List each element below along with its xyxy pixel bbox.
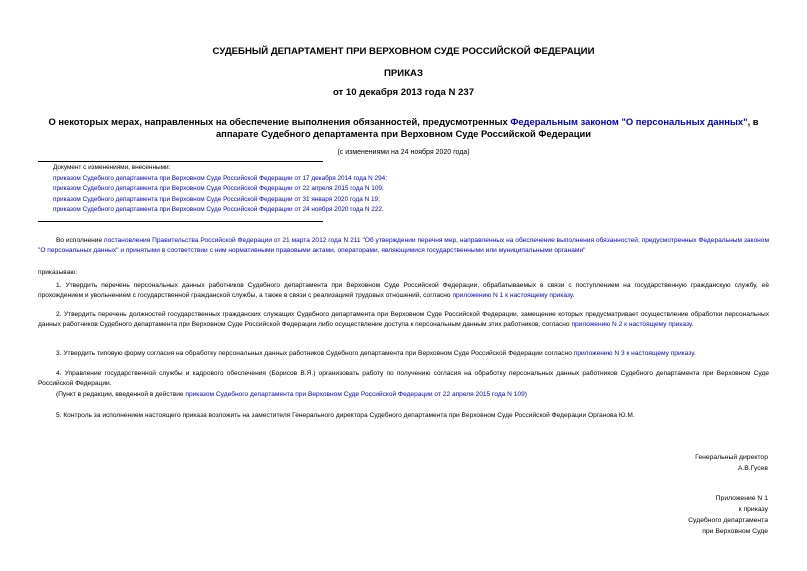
- clause-2: [38, 310, 769, 330]
- preamble-paragraph: [38, 236, 769, 256]
- clause-5: [38, 411, 769, 421]
- government-decree-link[interactable]: постановления Правительства Российской Федерации от 21 марта 2012 года N 211 "Об утверждении перечня мер, направленных на обеспечение выполнения обязанностей, предусмотренных Федеральным законом "О персональных данных" и принятыми в соответствии с ним нормативными правовыми актами, операторами, являющимися государственными или муниципальными органами": [38, 237, 770, 254]
- date-number-heading: от 10 декабря 2013 года N 237: [332, 87, 475, 98]
- signer-name: А.В.Гусев: [737, 465, 768, 472]
- note-text-before: (Пункт в редакции, введенной в действие: [56, 391, 186, 398]
- clause-end: .: [572, 292, 575, 299]
- order-word: приказываю:: [38, 269, 78, 276]
- amendments-block: [53, 163, 387, 216]
- clause-text: 3. Утвердить типовую форму согласия на обработку персональных данных работников Судебного департамента при Верховном Суде Российской Федерации согласно: [56, 350, 574, 357]
- amendments-intro: Документ с изменениями, внесенными:: [53, 164, 171, 171]
- appendix-3-link[interactable]: приложению N 3 к настоящему приказу: [573, 350, 694, 357]
- clause-end: .: [691, 321, 694, 328]
- divider-bottom: [38, 221, 323, 222]
- note-text-after: ): [524, 391, 527, 398]
- appendix-line: к приказу: [738, 506, 768, 513]
- clause-text: 4. Управление государственной службы и кадрового обеспечения (Борисов В.Я.) организовать работу по получению согласия на обработку персональных данных работников Судебного департамента при Верховном Суде Российской Федерации.: [38, 370, 769, 387]
- clause-text: 1. Утвердить перечень персональных данных работников Судебного департамента при Верховном Суде Российской Федерации, обрабатываемых в связи с поступлением на государственную гражданскую службу, её прохождением и увольнением с государственной гражданской службы, а также в связи с реализацией трудовых отношений, согласно: [38, 282, 769, 299]
- signature-block: [695, 452, 768, 474]
- divider-top: [38, 161, 323, 162]
- title-text-after: , в аппарате Судебного департамента при Верховном Суде Российской Федерации: [215, 116, 759, 139]
- edit-note: (с изменениями на 24 ноября 2020 года): [337, 149, 470, 156]
- document-title: [30, 116, 777, 140]
- clause-4: [38, 369, 769, 389]
- clause-text: 5. Контроль за исполнением настоящего приказа возложить на заместителя Генерального директора Судебного департамента при Верховном Суде Российской Федерации Органова Ю.М.: [56, 412, 635, 419]
- appendix-1-link[interactable]: приложению N 1 к настоящему приказу: [452, 292, 573, 299]
- preamble-text: Во исполнение: [56, 237, 105, 244]
- amendment-link[interactable]: приказом Судебного департамента при Верховном Суде Российской Федерации от 17 декабря 2014 года N 294;: [53, 174, 387, 182]
- federal-law-link[interactable]: Федеральным законом "О персональных данных": [510, 116, 748, 127]
- appendix-heading: [688, 493, 768, 537]
- clause-3: [38, 349, 769, 359]
- clause-1: [38, 281, 769, 301]
- amendment-link[interactable]: приказом Судебного департамента при Верховном Суде Российской Федерации от 24 ноября 2020 года N 222.: [53, 206, 384, 214]
- appendix-line: Судебного департамента: [688, 517, 768, 524]
- amendment-link[interactable]: приказом Судебного департамента при Верховном Суде Российской Федерации от 22 апреля 2015 года N 109;: [53, 185, 384, 193]
- amendment-2015-link[interactable]: приказом Судебного департамента при Верховном Суде Российской Федерации от 22 апреля 2015 года N 109: [185, 391, 525, 398]
- appendix-line: при Верховном Суде: [702, 528, 768, 535]
- clause-4-note: [56, 391, 527, 398]
- doc-type-heading: ПРИКАЗ: [384, 68, 423, 79]
- clause-end: .: [693, 350, 696, 357]
- appendix-2-link[interactable]: приложению N 2 к настоящему приказу: [571, 321, 692, 328]
- appendix-line: Приложение N 1: [715, 495, 768, 502]
- signer-position: Генеральный директор: [695, 454, 768, 461]
- clause-text: 2. Утвердить перечень должностей государственных гражданских служащих Судебного департамента при Верховном Суде Российской Федерации, замещение которых предусматривает осуществление обработки персональных данных работников Судебного департамента при Верховном Суде Российской Федерации либо осуществление доступа к персональным данным этих работников, согласно: [38, 311, 769, 328]
- title-text-before: О некоторых мерах, направленных на обеспечение выполнения обязанностей, предусмотренных: [48, 116, 511, 127]
- department-heading: СУДЕБНЫЙ ДЕПАРТАМЕНТ ПРИ ВЕРХОВНОМ СУДЕ РОССИЙСКОЙ ФЕДЕРАЦИИ: [212, 46, 595, 57]
- amendment-link[interactable]: приказом Судебного департамента при Верховном Суде Российской Федерации от 31 января 2020 года N 19;: [53, 195, 380, 203]
